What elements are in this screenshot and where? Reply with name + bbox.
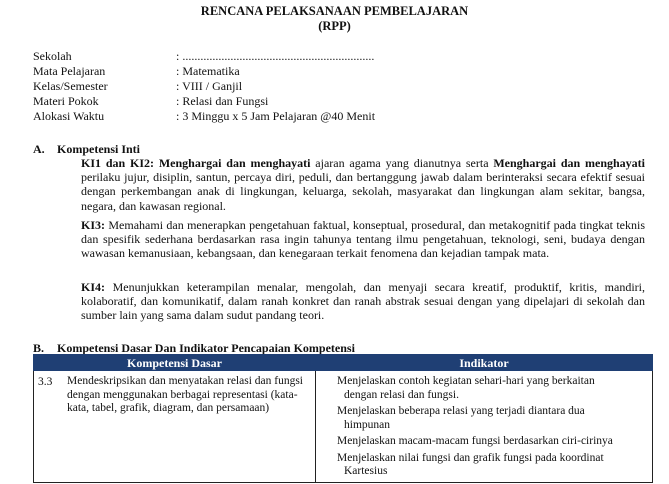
ki-lead: KI4:: [81, 280, 105, 294]
info-label: Sekolah: [33, 49, 72, 63]
kd-indicator-table: [33, 354, 653, 483]
info-row-kelas-semester: [33, 79, 375, 94]
ki-lead: KI1 dan KI2:: [81, 156, 154, 170]
section-a-heading: [33, 142, 140, 156]
info-value: : Relasi dan Fungsi: [176, 94, 269, 108]
info-label: Mata Pelajaran: [33, 64, 106, 78]
indicator-line: Menjelaskan macam-macam fungsi berdasarkan ciri-cirinya: [337, 435, 613, 447]
ki-lead: KI3:: [81, 218, 105, 232]
indicator-item: [337, 435, 648, 449]
info-value: : ................................................................: [176, 49, 375, 63]
info-value: : Matematika: [176, 64, 240, 78]
indicator-line: Menjelaskan contoh kegiatan sehari-hari yang berkaitan: [337, 375, 595, 387]
section-b-heading: [33, 341, 355, 355]
section-title: Kompetensi Dasar Dan Indikator Pencapaian Kompetensi: [57, 341, 355, 355]
section-number: B.: [33, 341, 45, 355]
table-row: [34, 371, 653, 483]
info-label: Kelas/Semester: [33, 79, 108, 93]
indicator-line-cont: dengan relasi dan fungsi.: [344, 388, 459, 401]
indicator-line: Menjelaskan nilai fungsi dan grafik fungsi pada koordinat: [337, 451, 604, 464]
ki-text: perilaku jujur, disiplin, santun, percaya diri, peduli, dan bertanggung jawab dalam berinteraksi secara efektif sesuai dengan perkembangan anak di lingkungan, keluarga, sekolah, masyarakat dan lingkungan alam sekitar, bangsa, negara, dan kawasan regional.: [81, 170, 645, 213]
indicator-line: Menjelaskan beberapa relasi yang terjadi diantara dua: [337, 405, 585, 417]
kd-number: 3.3: [38, 376, 53, 388]
header-indikator: Indikator: [316, 355, 653, 371]
ki1-ki2-paragraph: [81, 156, 645, 213]
ki-text: Menunjukkan keterampilan menalar, mengolah, dan menyaji secara kreatif, produktif, kritis, mandiri, kolaboratif, dan komunikatif, dalam ranah konkret dan ranah abstrak sesuai dengan yang dipelajari di sekolah dan sumber lain yang sama dalam sudut pandang teori.: [81, 280, 645, 323]
section-number: A.: [33, 142, 45, 156]
info-label: Alokasi Waktu: [33, 109, 105, 123]
info-label: Materi Pokok: [33, 94, 99, 108]
table-header-row: [34, 355, 653, 371]
section-title: Kompetensi Inti: [57, 142, 141, 156]
document-subtitle: (RPP): [318, 19, 351, 33]
identity-block: [33, 49, 375, 124]
info-value: : 3 Minggu x 5 Jam Pelajaran @40 Menit: [176, 109, 376, 123]
kd-cell: [34, 371, 316, 483]
document-title: RENCANA PELAKSANAAN PEMBELAJARAN: [200, 4, 469, 18]
kd-text: Mendeskripsikan dan menyatakan relasi dan fungsi dengan menggunakan berbagai representasi (kata-kata, tabel, grafik, diagram, dan persamaan): [67, 375, 304, 414]
ki-text: Memahami dan menerapkan pengetahuan faktual, konseptual, prosedural, dan metakognitif pada tingkat teknis dan spesifik sederhana berdasarkan rasa ingin tahunya tentang ilmu pengetahuan, teknologi, seni, budaya dengan wawasan kemanusiaan, kebangsaan, dan kenegaraan terkait fenomena dan kejadian tampak mata.: [81, 218, 645, 261]
ki4-paragraph: [81, 280, 645, 323]
indicator-cell: [316, 371, 653, 483]
ki-emphasis: Menghargai dan menghayati: [493, 156, 645, 170]
ki-emphasis: Menghargai dan menghayati: [158, 156, 311, 170]
indicator-line-cont: himpunan: [344, 418, 390, 431]
info-value: : VIII / Ganjil: [176, 79, 243, 93]
ki-text: ajaran agama yang dianutnya serta: [310, 156, 494, 170]
info-row-alokasi-waktu: [33, 109, 375, 124]
indicator-item: [337, 405, 648, 432]
indicator-item: [337, 375, 648, 402]
info-row-materi-pokok: [33, 94, 375, 109]
indicator-line-cont: Kartesius: [344, 465, 388, 477]
info-row-sekolah: [33, 49, 375, 64]
ki3-paragraph: [81, 218, 645, 261]
indicator-item: [337, 452, 648, 479]
header-kompetensi-dasar: Kompetensi Dasar: [34, 355, 316, 371]
info-row-mata-pelajaran: [33, 64, 375, 79]
